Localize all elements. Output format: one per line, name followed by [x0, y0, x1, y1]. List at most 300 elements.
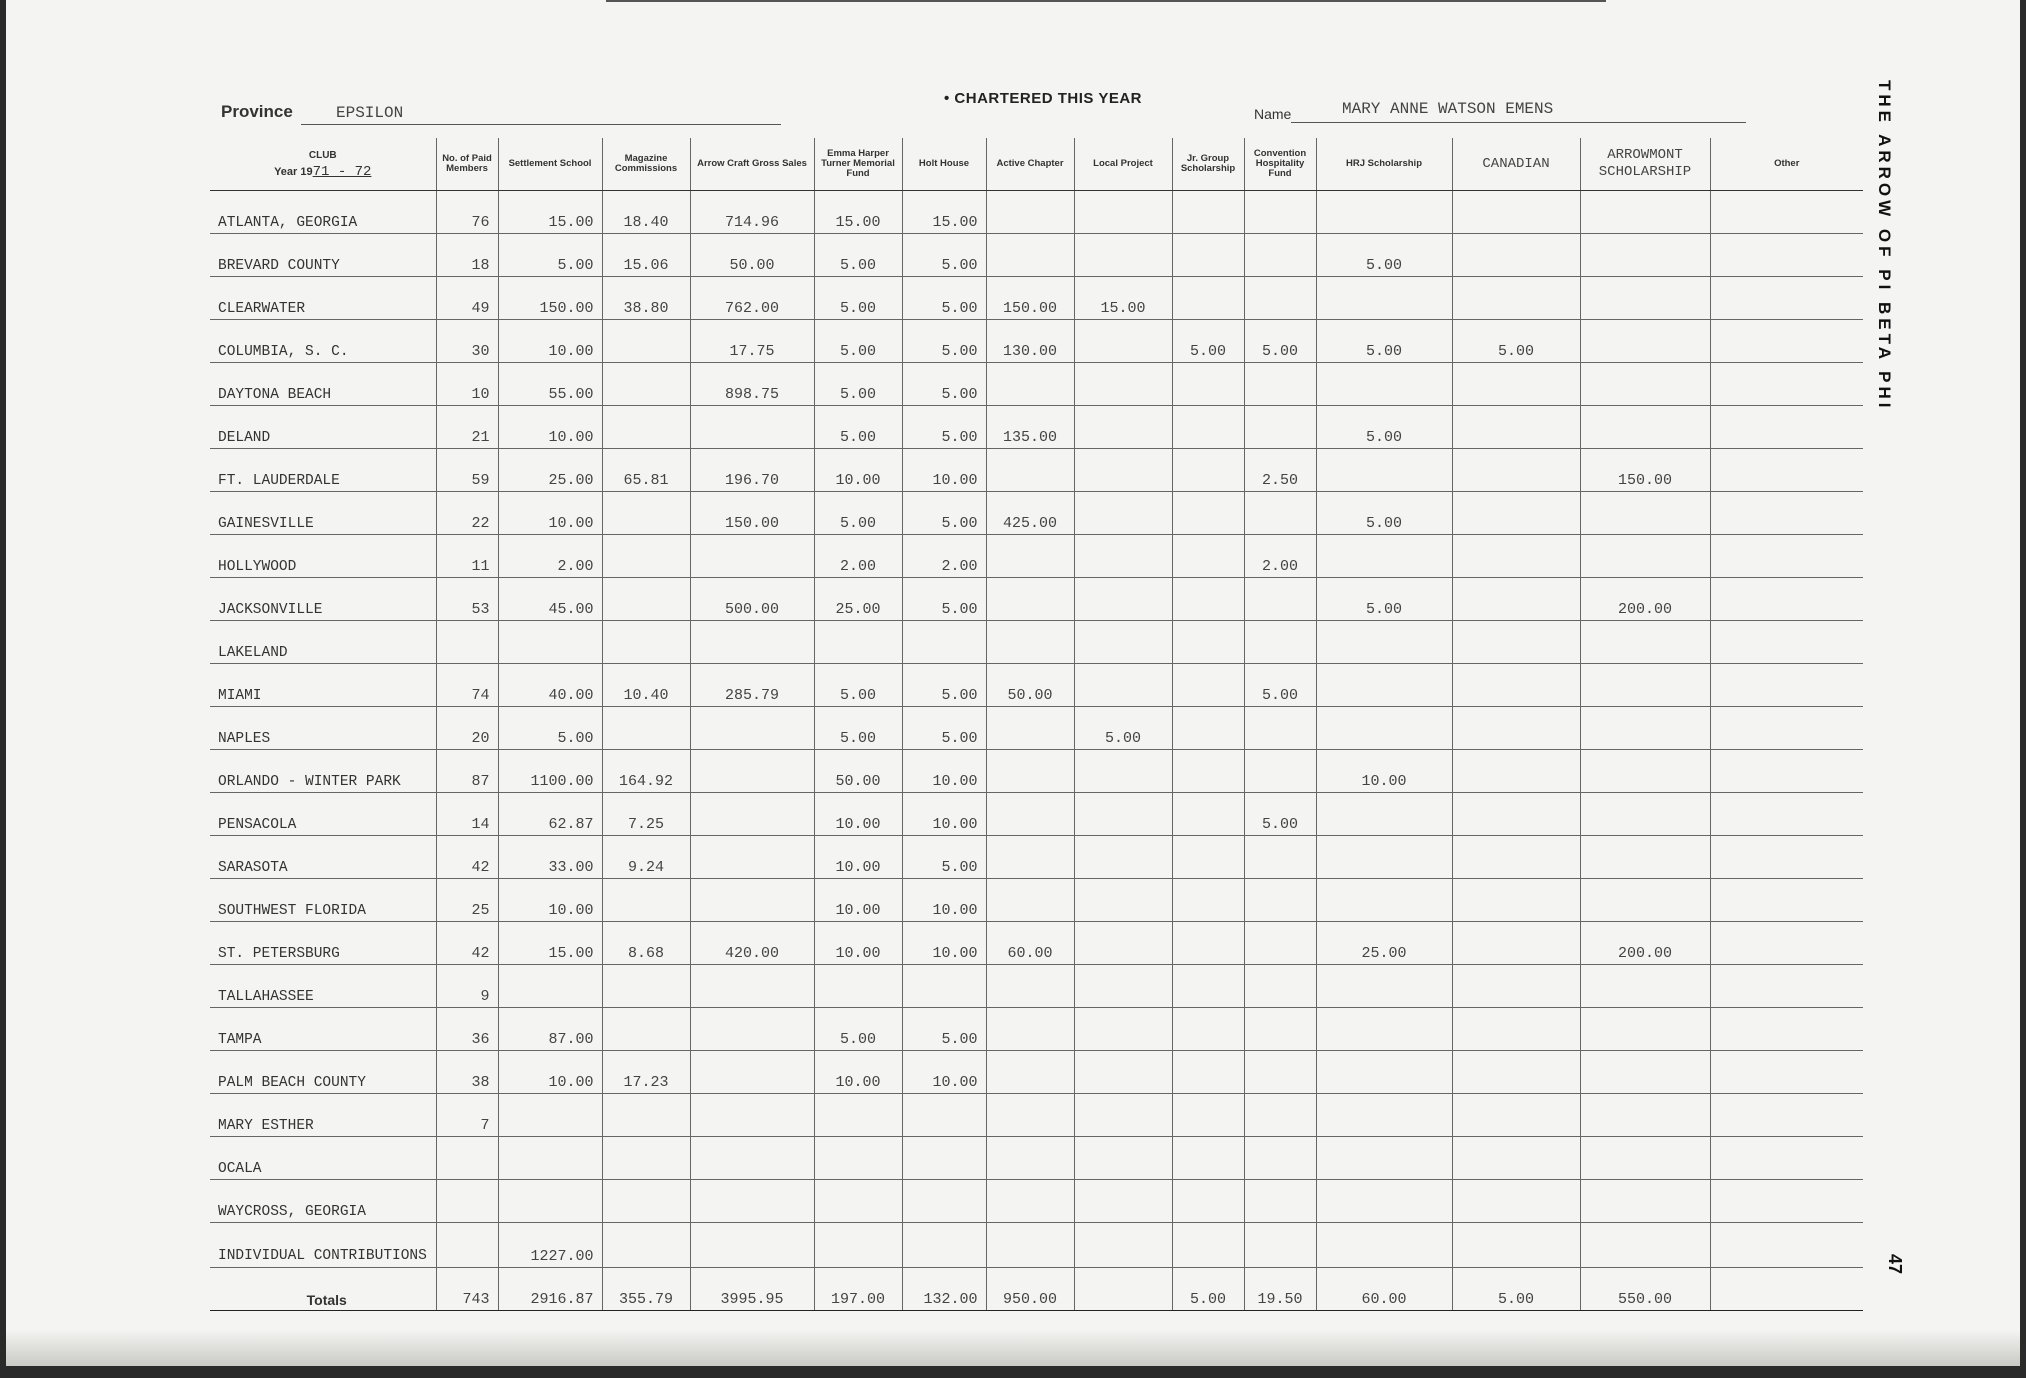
value-cell — [1580, 1008, 1710, 1051]
value-cell — [1710, 1180, 1863, 1223]
value-cell: 17.23 — [602, 1051, 690, 1094]
value-cell — [1244, 1180, 1316, 1223]
value-cell — [1316, 449, 1452, 492]
value-cell: 22 — [436, 492, 498, 535]
club-name-cell: MARY ESTHER — [210, 1094, 436, 1137]
table-row — [210, 1094, 1863, 1137]
table-row — [210, 363, 1863, 406]
value-cell — [1580, 621, 1710, 664]
totals-row — [210, 1268, 1863, 1311]
value-cell — [1244, 578, 1316, 621]
value-cell: 45.00 — [498, 578, 602, 621]
value-cell: 196.70 — [690, 449, 814, 492]
value-cell — [436, 1137, 498, 1180]
value-cell: 5.00 — [1316, 320, 1452, 363]
value-cell — [1452, 1008, 1580, 1051]
value-cell — [1580, 363, 1710, 406]
value-cell — [1316, 793, 1452, 836]
value-cell: 25.00 — [498, 449, 602, 492]
value-cell: 5.00 — [814, 234, 902, 277]
value-cell — [498, 621, 602, 664]
value-cell — [1452, 1137, 1580, 1180]
value-cell: 5.00 — [902, 320, 986, 363]
value-cell: 74 — [436, 664, 498, 707]
value-cell — [986, 1137, 1074, 1180]
column-header: Arrow Craft Gross Sales — [690, 138, 814, 191]
value-cell — [1172, 578, 1244, 621]
value-cell — [1074, 234, 1172, 277]
value-cell — [1074, 1051, 1172, 1094]
value-cell: 40.00 — [498, 664, 602, 707]
value-cell — [1710, 320, 1863, 363]
table-row — [210, 1223, 1863, 1268]
value-cell: 2.00 — [814, 535, 902, 578]
value-cell — [1452, 750, 1580, 793]
value-cell — [1074, 1008, 1172, 1051]
value-cell — [1172, 449, 1244, 492]
value-cell: 135.00 — [986, 406, 1074, 449]
value-cell: 5.00 — [814, 1008, 902, 1051]
value-cell — [986, 621, 1074, 664]
value-cell — [1710, 879, 1863, 922]
value-cell — [1316, 879, 1452, 922]
club-name-cell: FT. LAUDERDALE — [210, 449, 436, 492]
value-cell: 10.00 — [498, 320, 602, 363]
value-cell — [1074, 535, 1172, 578]
value-cell — [1710, 234, 1863, 277]
value-cell — [986, 1223, 1074, 1268]
value-cell — [1244, 750, 1316, 793]
value-cell — [1580, 707, 1710, 750]
value-cell — [1244, 1223, 1316, 1268]
value-cell — [1074, 621, 1172, 664]
value-cell — [1452, 277, 1580, 320]
value-cell — [690, 1051, 814, 1094]
value-cell: 42 — [436, 836, 498, 879]
value-cell — [986, 750, 1074, 793]
page-number: 47 — [1885, 1254, 1905, 1275]
value-cell — [986, 578, 1074, 621]
value-cell — [1172, 922, 1244, 965]
value-cell: 10.00 — [814, 793, 902, 836]
club-name-cell: PALM BEACH COUNTY — [210, 1051, 436, 1094]
value-cell: 10 — [436, 363, 498, 406]
value-cell: 36 — [436, 1008, 498, 1051]
value-cell — [1074, 363, 1172, 406]
value-cell — [1074, 750, 1172, 793]
value-cell — [1710, 1137, 1863, 1180]
value-cell: 59 — [436, 449, 498, 492]
value-cell — [1452, 1051, 1580, 1094]
value-cell: 50.00 — [690, 234, 814, 277]
value-cell: 17.75 — [690, 320, 814, 363]
value-cell: 5.00 — [902, 707, 986, 750]
value-cell — [1074, 879, 1172, 922]
value-cell — [1710, 707, 1863, 750]
value-cell: 200.00 — [1580, 922, 1710, 965]
value-cell — [1580, 406, 1710, 449]
value-cell: 7.25 — [602, 793, 690, 836]
value-cell: 425.00 — [986, 492, 1074, 535]
value-cell: 15.06 — [602, 234, 690, 277]
column-header: Emma Harper Turner Memorial Fund — [814, 138, 902, 191]
value-cell — [1172, 406, 1244, 449]
value-cell — [690, 1180, 814, 1223]
value-cell: 5.00 — [814, 406, 902, 449]
value-cell — [1172, 965, 1244, 1008]
value-cell — [1244, 191, 1316, 234]
value-cell: 5.00 — [498, 707, 602, 750]
value-cell: 10.40 — [602, 664, 690, 707]
value-cell — [1074, 965, 1172, 1008]
value-cell — [1580, 1180, 1710, 1223]
value-cell — [1580, 664, 1710, 707]
value-cell — [1452, 449, 1580, 492]
value-cell — [986, 449, 1074, 492]
value-cell — [690, 621, 814, 664]
value-cell: 5.00 — [1316, 406, 1452, 449]
column-header: Jr. Group Scholarship — [1172, 138, 1244, 191]
table-row — [210, 191, 1863, 234]
value-cell: 60.00 — [986, 922, 1074, 965]
club-name-cell: ORLANDO - WINTER PARK — [210, 750, 436, 793]
value-cell — [1074, 1223, 1172, 1268]
value-cell — [1316, 1051, 1452, 1094]
value-cell: 53 — [436, 578, 498, 621]
value-cell — [1172, 750, 1244, 793]
value-cell — [1244, 406, 1316, 449]
value-cell — [1580, 836, 1710, 879]
value-cell: 714.96 — [690, 191, 814, 234]
value-cell: 25.00 — [814, 578, 902, 621]
value-cell — [1452, 1223, 1580, 1268]
value-cell — [902, 621, 986, 664]
value-cell — [602, 406, 690, 449]
column-header: CANADIAN — [1452, 138, 1580, 191]
value-cell — [1580, 793, 1710, 836]
table-row — [210, 1137, 1863, 1180]
value-cell — [1710, 965, 1863, 1008]
value-cell: 10.00 — [498, 492, 602, 535]
value-cell: 5.00 — [814, 320, 902, 363]
value-cell — [1316, 1223, 1452, 1268]
value-cell — [1580, 277, 1710, 320]
value-cell — [498, 1137, 602, 1180]
value-cell — [1710, 277, 1863, 320]
value-cell — [986, 965, 1074, 1008]
column-header: Settlement School — [498, 138, 602, 191]
value-cell: 150.00 — [1580, 449, 1710, 492]
value-cell — [1172, 836, 1244, 879]
value-cell — [1244, 621, 1316, 664]
value-cell — [1580, 1094, 1710, 1137]
value-cell — [1452, 621, 1580, 664]
value-cell: 150.00 — [986, 277, 1074, 320]
value-cell — [602, 1094, 690, 1137]
value-cell — [1244, 277, 1316, 320]
value-cell — [902, 1094, 986, 1137]
province-value: EPSILON — [336, 104, 404, 122]
value-cell — [1452, 234, 1580, 277]
value-cell — [814, 1094, 902, 1137]
value-cell: 55.00 — [498, 363, 602, 406]
value-cell: 5.00 — [814, 664, 902, 707]
value-cell: 2.00 — [498, 535, 602, 578]
club-name-cell: CLEARWATER — [210, 277, 436, 320]
table-row — [210, 664, 1863, 707]
value-cell: 38 — [436, 1051, 498, 1094]
chartered-note: • CHARTERED THIS YEAR — [944, 90, 1142, 107]
column-header: Active Chapter — [986, 138, 1074, 191]
value-cell: 10.00 — [814, 879, 902, 922]
table-row — [210, 750, 1863, 793]
column-header: ARROWMONT SCHOLARSHIP — [1580, 138, 1710, 191]
province-underline — [301, 124, 781, 125]
value-cell — [498, 1094, 602, 1137]
value-cell: 5.00 — [1316, 578, 1452, 621]
value-cell — [1244, 1008, 1316, 1051]
value-cell: 2.00 — [1244, 535, 1316, 578]
value-cell: 5.00 — [1316, 234, 1452, 277]
value-cell: 5.00 — [1452, 320, 1580, 363]
value-cell: 10.00 — [902, 879, 986, 922]
value-cell — [436, 1180, 498, 1223]
value-cell — [1172, 1008, 1244, 1051]
table-row — [210, 449, 1863, 492]
value-cell — [1172, 1051, 1244, 1094]
value-cell — [436, 621, 498, 664]
value-cell — [1710, 492, 1863, 535]
value-cell — [436, 1223, 498, 1268]
value-cell — [814, 965, 902, 1008]
value-cell — [1452, 836, 1580, 879]
value-cell — [602, 707, 690, 750]
value-cell — [1074, 1094, 1172, 1137]
value-cell — [1172, 277, 1244, 320]
value-cell: 10.00 — [814, 1051, 902, 1094]
value-cell — [1710, 793, 1863, 836]
table-row — [210, 578, 1863, 621]
value-cell — [1452, 879, 1580, 922]
value-cell — [1452, 793, 1580, 836]
value-cell — [1074, 449, 1172, 492]
value-cell: 130.00 — [986, 320, 1074, 363]
value-cell: 87.00 — [498, 1008, 602, 1051]
value-cell: 2916.87 — [498, 1268, 602, 1311]
table-row — [210, 277, 1863, 320]
value-cell: 62.87 — [498, 793, 602, 836]
value-cell — [1316, 707, 1452, 750]
value-cell — [986, 1094, 1074, 1137]
value-cell — [1710, 1223, 1863, 1268]
value-cell — [690, 879, 814, 922]
value-cell: 25 — [436, 879, 498, 922]
value-cell — [986, 1008, 1074, 1051]
club-name-cell: WAYCROSS, GEORGIA — [210, 1180, 436, 1223]
value-cell — [1316, 1094, 1452, 1137]
value-cell — [986, 879, 1074, 922]
value-cell: 76 — [436, 191, 498, 234]
value-cell — [1580, 191, 1710, 234]
value-cell — [1316, 1180, 1452, 1223]
table-row — [210, 793, 1863, 836]
value-cell — [1172, 621, 1244, 664]
value-cell — [1452, 1094, 1580, 1137]
value-cell — [986, 535, 1074, 578]
value-cell — [690, 793, 814, 836]
value-cell — [1316, 965, 1452, 1008]
value-cell: 5.00 — [902, 1008, 986, 1051]
club-name-cell: Totals — [210, 1268, 436, 1311]
value-cell — [1452, 578, 1580, 621]
value-cell: 164.92 — [602, 750, 690, 793]
value-cell: 5.00 — [814, 492, 902, 535]
value-cell: 5.00 — [902, 363, 986, 406]
value-cell — [1710, 1051, 1863, 1094]
value-cell: 5.00 — [1074, 707, 1172, 750]
club-year — [210, 164, 436, 180]
value-cell — [1172, 492, 1244, 535]
value-cell — [1316, 836, 1452, 879]
club-name-cell: GAINESVILLE — [210, 492, 436, 535]
value-cell — [1316, 277, 1452, 320]
value-cell — [902, 1137, 986, 1180]
value-cell: 5.00 — [814, 277, 902, 320]
value-cell — [986, 707, 1074, 750]
club-name-cell: NAPLES — [210, 707, 436, 750]
value-cell — [1172, 707, 1244, 750]
value-cell — [1316, 664, 1452, 707]
value-cell — [1580, 1137, 1710, 1180]
value-cell — [1710, 922, 1863, 965]
value-cell — [1452, 965, 1580, 1008]
value-cell: 10.00 — [902, 750, 986, 793]
value-cell — [1172, 1223, 1244, 1268]
club-name-cell: HOLLYWOOD — [210, 535, 436, 578]
value-cell — [1244, 1051, 1316, 1094]
value-cell — [1172, 1180, 1244, 1223]
value-cell: 15.00 — [1074, 277, 1172, 320]
value-cell — [1172, 234, 1244, 277]
value-cell: 5.00 — [1244, 793, 1316, 836]
club-name-cell: COLUMBIA, S. C. — [210, 320, 436, 363]
value-cell: 25.00 — [1316, 922, 1452, 965]
table-row — [210, 234, 1863, 277]
value-cell — [1244, 707, 1316, 750]
value-cell — [986, 234, 1074, 277]
value-cell: 420.00 — [690, 922, 814, 965]
value-cell: 355.79 — [602, 1268, 690, 1311]
value-cell: 18 — [436, 234, 498, 277]
value-cell: 10.00 — [498, 879, 602, 922]
value-cell — [690, 836, 814, 879]
value-cell: 8.68 — [602, 922, 690, 965]
value-cell: 87 — [436, 750, 498, 793]
value-cell — [602, 879, 690, 922]
table-row — [210, 535, 1863, 578]
value-cell — [814, 621, 902, 664]
value-cell: 5.00 — [1244, 664, 1316, 707]
value-cell: 33.00 — [498, 836, 602, 879]
value-cell: 65.81 — [602, 449, 690, 492]
value-cell — [986, 793, 1074, 836]
value-cell — [1710, 449, 1863, 492]
top-border-line — [606, 0, 1606, 2]
value-cell — [1316, 191, 1452, 234]
value-cell — [1074, 406, 1172, 449]
column-header: Magazine Commissions — [602, 138, 690, 191]
value-cell — [498, 1180, 602, 1223]
ledger-page — [6, 0, 2020, 1366]
value-cell: 950.00 — [986, 1268, 1074, 1311]
value-cell — [986, 363, 1074, 406]
club-name-cell: ATLANTA, GEORGIA — [210, 191, 436, 234]
value-cell: 42 — [436, 922, 498, 965]
table-row — [210, 1051, 1863, 1094]
value-cell — [1452, 922, 1580, 965]
value-cell — [986, 1051, 1074, 1094]
value-cell — [1710, 1268, 1863, 1311]
value-cell: 19.50 — [1244, 1268, 1316, 1311]
value-cell: 150.00 — [690, 492, 814, 535]
value-cell — [602, 1223, 690, 1268]
table-row — [210, 406, 1863, 449]
value-cell: 20 — [436, 707, 498, 750]
value-cell — [1316, 621, 1452, 664]
table-header-row — [210, 138, 1863, 191]
value-cell — [1452, 492, 1580, 535]
value-cell — [602, 1008, 690, 1051]
club-name-cell: ST. PETERSBURG — [210, 922, 436, 965]
value-cell — [1074, 191, 1172, 234]
value-cell — [602, 535, 690, 578]
name-underline — [1291, 122, 1746, 123]
value-cell — [902, 1180, 986, 1223]
value-cell — [1710, 1094, 1863, 1137]
club-name-cell: LAKELAND — [210, 621, 436, 664]
column-header: Other — [1710, 138, 1863, 191]
club-name-cell: PENSACOLA — [210, 793, 436, 836]
value-cell — [602, 621, 690, 664]
column-header: HRJ Scholarship — [1316, 138, 1452, 191]
value-cell — [1172, 535, 1244, 578]
club-name-cell: TAMPA — [210, 1008, 436, 1051]
value-cell — [1710, 406, 1863, 449]
value-cell — [690, 535, 814, 578]
club-name-cell: DAYTONA BEACH — [210, 363, 436, 406]
value-cell: 15.00 — [814, 191, 902, 234]
club-name-cell: MIAMI — [210, 664, 436, 707]
value-cell: 5.00 — [902, 406, 986, 449]
value-cell — [602, 320, 690, 363]
value-cell: 5.00 — [902, 234, 986, 277]
year-prefix: Year 19 — [274, 166, 313, 178]
column-header: No. of Paid Members — [436, 138, 498, 191]
value-cell: 60.00 — [1316, 1268, 1452, 1311]
value-cell — [602, 363, 690, 406]
club-name-cell: JACKSONVILLE — [210, 578, 436, 621]
table-row — [210, 707, 1863, 750]
value-cell: 2.50 — [1244, 449, 1316, 492]
value-cell — [1580, 1223, 1710, 1268]
value-cell — [602, 492, 690, 535]
column-header: Local Project — [1074, 138, 1172, 191]
value-cell — [690, 707, 814, 750]
table-row — [210, 621, 1863, 664]
value-cell — [1172, 1137, 1244, 1180]
value-cell: 18.40 — [602, 191, 690, 234]
value-cell — [1452, 406, 1580, 449]
